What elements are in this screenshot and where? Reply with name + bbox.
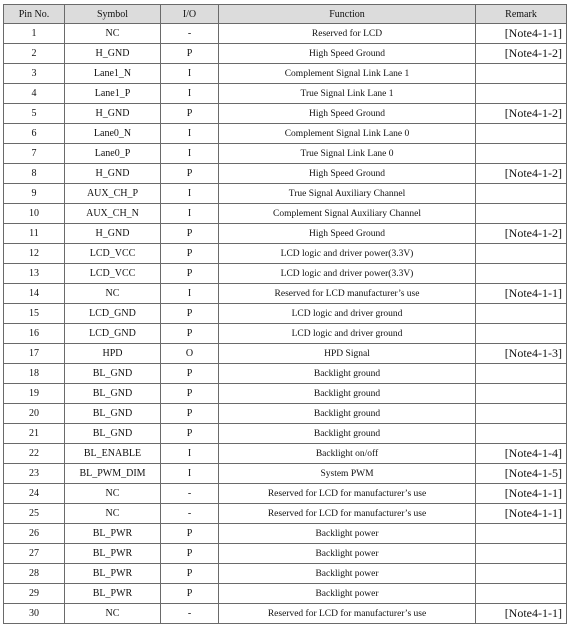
cell-symbol: LCD_GND bbox=[65, 324, 161, 344]
cell-symbol: Lane1_N bbox=[65, 64, 161, 84]
cell-io: I bbox=[161, 464, 219, 484]
cell-symbol: NC bbox=[65, 604, 161, 624]
cell-remark bbox=[476, 384, 567, 404]
table-row bbox=[4, 224, 567, 244]
cell-pin-no: 25 bbox=[4, 504, 65, 524]
cell-io: I bbox=[161, 144, 219, 164]
table-row bbox=[4, 264, 567, 284]
cell-remark bbox=[476, 524, 567, 544]
cell-function: LCD logic and driver ground bbox=[219, 304, 476, 324]
cell-remark bbox=[476, 324, 567, 344]
cell-io: P bbox=[161, 384, 219, 404]
cell-io: P bbox=[161, 424, 219, 444]
cell-symbol: BL_PWR bbox=[65, 564, 161, 584]
cell-function: System PWM bbox=[219, 464, 476, 484]
cell-pin-no: 26 bbox=[4, 524, 65, 544]
table-row bbox=[4, 384, 567, 404]
cell-function: LCD logic and driver ground bbox=[219, 324, 476, 344]
table-row bbox=[4, 424, 567, 444]
table-row bbox=[4, 324, 567, 344]
cell-function: High Speed Ground bbox=[219, 224, 476, 244]
table-row bbox=[4, 464, 567, 484]
cell-io: P bbox=[161, 544, 219, 564]
cell-function: Backlight power bbox=[219, 544, 476, 564]
table-row bbox=[4, 104, 567, 124]
table-row bbox=[4, 304, 567, 324]
cell-remark: [Note4-1-1] bbox=[476, 284, 567, 304]
cell-io: P bbox=[161, 324, 219, 344]
cell-symbol: H_GND bbox=[65, 224, 161, 244]
cell-io: - bbox=[161, 484, 219, 504]
cell-remark bbox=[476, 544, 567, 564]
cell-io: P bbox=[161, 584, 219, 604]
table-row bbox=[4, 44, 567, 64]
cell-remark bbox=[476, 264, 567, 284]
cell-function: Reserved for LCD for manufacturer’s use bbox=[219, 604, 476, 624]
header-function: Function bbox=[219, 5, 476, 24]
cell-pin-no: 10 bbox=[4, 204, 65, 224]
cell-function: True Signal Auxiliary Channel bbox=[219, 184, 476, 204]
header-io: I/O bbox=[161, 5, 219, 24]
table-row bbox=[4, 484, 567, 504]
cell-pin-no: 13 bbox=[4, 264, 65, 284]
cell-remark: [Note4-1-1] bbox=[476, 504, 567, 524]
table-row bbox=[4, 444, 567, 464]
cell-pin-no: 30 bbox=[4, 604, 65, 624]
cell-remark: [Note4-1-4] bbox=[476, 444, 567, 464]
cell-pin-no: 21 bbox=[4, 424, 65, 444]
cell-io: P bbox=[161, 164, 219, 184]
cell-symbol: BL_ENABLE bbox=[65, 444, 161, 464]
cell-io: P bbox=[161, 44, 219, 64]
cell-symbol: H_GND bbox=[65, 164, 161, 184]
cell-remark bbox=[476, 564, 567, 584]
cell-pin-no: 14 bbox=[4, 284, 65, 304]
cell-pin-no: 20 bbox=[4, 404, 65, 424]
cell-symbol: H_GND bbox=[65, 104, 161, 124]
cell-function: Backlight on/off bbox=[219, 444, 476, 464]
cell-remark: [Note4-1-1] bbox=[476, 604, 567, 624]
cell-pin-no: 17 bbox=[4, 344, 65, 364]
cell-function: High Speed Ground bbox=[219, 44, 476, 64]
cell-io: P bbox=[161, 364, 219, 384]
cell-remark bbox=[476, 364, 567, 384]
cell-pin-no: 4 bbox=[4, 84, 65, 104]
cell-symbol: Lane0_P bbox=[65, 144, 161, 164]
cell-remark: [Note4-1-2] bbox=[476, 164, 567, 184]
cell-symbol: Lane0_N bbox=[65, 124, 161, 144]
cell-io: I bbox=[161, 284, 219, 304]
cell-pin-no: 28 bbox=[4, 564, 65, 584]
table-header bbox=[4, 5, 567, 24]
cell-function: Backlight ground bbox=[219, 364, 476, 384]
cell-function: Backlight power bbox=[219, 524, 476, 544]
cell-remark bbox=[476, 304, 567, 324]
cell-function: Complement Signal Link Lane 1 bbox=[219, 64, 476, 84]
cell-symbol: BL_PWM_DIM bbox=[65, 464, 161, 484]
cell-function: Reserved for LCD for manufacturer’s use bbox=[219, 504, 476, 524]
cell-function: Backlight power bbox=[219, 564, 476, 584]
cell-remark bbox=[476, 204, 567, 224]
cell-pin-no: 16 bbox=[4, 324, 65, 344]
cell-symbol: LCD_GND bbox=[65, 304, 161, 324]
cell-io: I bbox=[161, 184, 219, 204]
table-row bbox=[4, 524, 567, 544]
table-row bbox=[4, 164, 567, 184]
table-row bbox=[4, 544, 567, 564]
cell-function: True Signal Link Lane 0 bbox=[219, 144, 476, 164]
cell-io: I bbox=[161, 84, 219, 104]
cell-io: P bbox=[161, 304, 219, 324]
cell-symbol: AUX_CH_N bbox=[65, 204, 161, 224]
table-row bbox=[4, 364, 567, 384]
cell-pin-no: 19 bbox=[4, 384, 65, 404]
cell-function: LCD logic and driver power(3.3V) bbox=[219, 264, 476, 284]
cell-symbol: NC bbox=[65, 284, 161, 304]
cell-io: I bbox=[161, 124, 219, 144]
cell-io: - bbox=[161, 504, 219, 524]
cell-io: - bbox=[161, 24, 219, 44]
cell-symbol: BL_GND bbox=[65, 384, 161, 404]
cell-symbol: NC bbox=[65, 504, 161, 524]
table-body bbox=[4, 24, 567, 624]
cell-pin-no: 12 bbox=[4, 244, 65, 264]
cell-symbol: AUX_CH_P bbox=[65, 184, 161, 204]
cell-remark bbox=[476, 584, 567, 604]
cell-pin-no: 9 bbox=[4, 184, 65, 204]
cell-function: Reserved for LCD for manufacturer’s use bbox=[219, 484, 476, 504]
table-row bbox=[4, 124, 567, 144]
cell-function: Reserved for LCD bbox=[219, 24, 476, 44]
cell-pin-no: 3 bbox=[4, 64, 65, 84]
cell-function: Backlight ground bbox=[219, 424, 476, 444]
header-remark: Remark bbox=[476, 5, 567, 24]
cell-symbol: LCD_VCC bbox=[65, 244, 161, 264]
table-row bbox=[4, 584, 567, 604]
cell-pin-no: 11 bbox=[4, 224, 65, 244]
cell-remark: [Note4-1-3] bbox=[476, 344, 567, 364]
cell-io: P bbox=[161, 564, 219, 584]
cell-remark: [Note4-1-5] bbox=[476, 464, 567, 484]
table-row bbox=[4, 564, 567, 584]
cell-symbol: BL_PWR bbox=[65, 544, 161, 564]
cell-pin-no: 23 bbox=[4, 464, 65, 484]
table-row bbox=[4, 504, 567, 524]
table-row bbox=[4, 604, 567, 624]
cell-function: HPD Signal bbox=[219, 344, 476, 364]
header-symbol: Symbol bbox=[65, 5, 161, 24]
table-row bbox=[4, 24, 567, 44]
cell-pin-no: 18 bbox=[4, 364, 65, 384]
cell-function: Backlight ground bbox=[219, 404, 476, 424]
cell-io: P bbox=[161, 404, 219, 424]
cell-pin-no: 24 bbox=[4, 484, 65, 504]
cell-remark bbox=[476, 404, 567, 424]
table-row bbox=[4, 244, 567, 264]
cell-function: Backlight power bbox=[219, 584, 476, 604]
cell-pin-no: 5 bbox=[4, 104, 65, 124]
cell-io: I bbox=[161, 204, 219, 224]
table-row bbox=[4, 84, 567, 104]
cell-symbol: BL_GND bbox=[65, 404, 161, 424]
cell-function: High Speed Ground bbox=[219, 104, 476, 124]
cell-symbol: BL_PWR bbox=[65, 524, 161, 544]
cell-remark: [Note4-1-2] bbox=[476, 104, 567, 124]
cell-pin-no: 8 bbox=[4, 164, 65, 184]
cell-function: True Signal Link Lane 1 bbox=[219, 84, 476, 104]
cell-remark: [Note4-1-1] bbox=[476, 484, 567, 504]
cell-function: High Speed Ground bbox=[219, 164, 476, 184]
cell-remark bbox=[476, 124, 567, 144]
cell-remark: [Note4-1-1] bbox=[476, 24, 567, 44]
cell-io: P bbox=[161, 224, 219, 244]
cell-pin-no: 1 bbox=[4, 24, 65, 44]
cell-remark bbox=[476, 84, 567, 104]
table-row bbox=[4, 404, 567, 424]
cell-io: I bbox=[161, 64, 219, 84]
cell-symbol: HPD bbox=[65, 344, 161, 364]
table-row bbox=[4, 64, 567, 84]
cell-symbol: NC bbox=[65, 484, 161, 504]
cell-remark bbox=[476, 144, 567, 164]
cell-symbol: BL_PWR bbox=[65, 584, 161, 604]
cell-pin-no: 27 bbox=[4, 544, 65, 564]
cell-symbol: H_GND bbox=[65, 44, 161, 64]
header-row bbox=[4, 5, 567, 24]
cell-symbol: BL_GND bbox=[65, 424, 161, 444]
table-row bbox=[4, 204, 567, 224]
table-row bbox=[4, 144, 567, 164]
cell-function: Complement Signal Auxiliary Channel bbox=[219, 204, 476, 224]
table-row bbox=[4, 184, 567, 204]
cell-io: I bbox=[161, 444, 219, 464]
cell-pin-no: 22 bbox=[4, 444, 65, 464]
cell-remark bbox=[476, 64, 567, 84]
cell-function: Complement Signal Link Lane 0 bbox=[219, 124, 476, 144]
cell-pin-no: 7 bbox=[4, 144, 65, 164]
cell-remark bbox=[476, 424, 567, 444]
cell-io: P bbox=[161, 244, 219, 264]
cell-pin-no: 6 bbox=[4, 124, 65, 144]
cell-pin-no: 15 bbox=[4, 304, 65, 324]
cell-io: - bbox=[161, 604, 219, 624]
cell-io: P bbox=[161, 524, 219, 544]
cell-pin-no: 29 bbox=[4, 584, 65, 604]
cell-symbol: LCD_VCC bbox=[65, 264, 161, 284]
cell-io: P bbox=[161, 264, 219, 284]
cell-remark: [Note4-1-2] bbox=[476, 44, 567, 64]
cell-symbol: NC bbox=[65, 24, 161, 44]
cell-io: P bbox=[161, 104, 219, 124]
header-pin-no: Pin No. bbox=[4, 5, 65, 24]
cell-pin-no: 2 bbox=[4, 44, 65, 64]
cell-function: Backlight ground bbox=[219, 384, 476, 404]
cell-remark: [Note4-1-2] bbox=[476, 224, 567, 244]
cell-io: O bbox=[161, 344, 219, 364]
pin-assignment-table bbox=[3, 4, 567, 624]
cell-remark bbox=[476, 184, 567, 204]
cell-function: Reserved for LCD manufacturer’s use bbox=[219, 284, 476, 304]
cell-function: LCD logic and driver power(3.3V) bbox=[219, 244, 476, 264]
cell-symbol: Lane1_P bbox=[65, 84, 161, 104]
table-row bbox=[4, 284, 567, 304]
table-row bbox=[4, 344, 567, 364]
cell-remark bbox=[476, 244, 567, 264]
cell-symbol: BL_GND bbox=[65, 364, 161, 384]
